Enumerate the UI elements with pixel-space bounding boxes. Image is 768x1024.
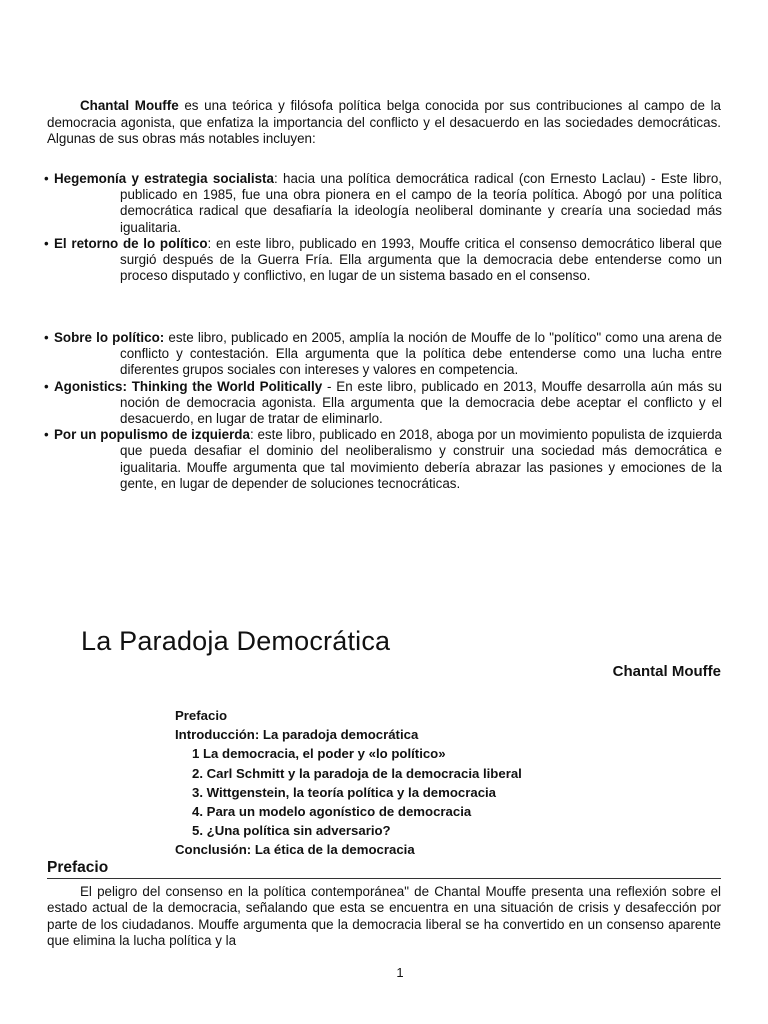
work-description: : este libro, publicado en 2018, aboga por un movimiento populista de izquierda que pueda desafiar el dominio del neoliberalismo y construir una sociedad más democrática e igualitaria. Mouffe argumenta que tal movimiento debería abrazar las pasiones y emociones de la gente, en lugar de depender de soluciones tecnocráticas. — [120, 427, 723, 491]
work-item — [44, 236, 722, 285]
preface-heading: Prefacio — [47, 859, 721, 879]
intro-author-name: Chantal Mouffe — [80, 98, 179, 113]
work-title: El retorno de lo político — [54, 235, 208, 251]
toc-item-chapter-5: 5. ¿Una política sin adversario? — [192, 823, 391, 839]
work-item — [44, 330, 722, 379]
work-title: Agonistics: Thinking the World Politically — [54, 378, 323, 394]
toc-item-chapter-2: 2. Carl Schmitt y la paradoja de la democracia liberal — [192, 765, 522, 781]
intro-paragraph — [47, 98, 721, 148]
toc-item-chapter-1: 1 La democracia, el poder y «lo político» — [192, 746, 446, 762]
work-description: este libro, publicado en 2005, amplía la noción de Mouffe de lo "político" como una arena de conflicto y contestación. Ella argumenta que la política debe entenderse como una lucha entre diferentes grupos sociales con intereses y valores en competencia. — [120, 330, 722, 378]
table-of-contents — [175, 706, 522, 860]
bullet-icon: • — [44, 427, 49, 443]
bullet-icon: • — [44, 378, 49, 394]
work-item — [44, 171, 722, 236]
bullet-icon: • — [44, 171, 49, 186]
page-number: 1 — [396, 965, 404, 980]
bullet-icon: • — [44, 330, 49, 345]
work-title: Hegemonía y estrategia socialista — [54, 171, 274, 186]
intro-text: es una teórica y filósofa política belga conocida por sus contribuciones al campo de la democracia agonista, que enfatiza la importancia del conflicto y el desacuerdo en las sociedades democráticas. Algunas de sus obras más notables incluyen: — [47, 98, 721, 146]
works-list-part-2 — [44, 330, 722, 492]
toc-item-introduccion: Introducción: La paradoja democrática — [175, 727, 419, 743]
work-item — [44, 379, 722, 428]
preface-paragraph: El peligro del consenso en la política contemporánea" de Chantal Mouffe presenta una reflexión sobre el estado actual de la democracia, señalando que esta se encuentra en una situación de crisis y desafección por parte de los ciudadanos. Mouffe argumenta que la democracia liberal se ha convertido en un consenso aparente que elimina la lucha política y la — [47, 884, 721, 948]
works-list-part-1 — [44, 171, 722, 284]
toc-item-prefacio: Prefacio — [175, 708, 228, 723]
document-author: Chantal Mouffe — [612, 663, 721, 680]
toc-item-conclusion: Conclusión: La ética de la democracia — [175, 842, 415, 858]
toc-item-chapter-3: 3. Wittgenstein, la teoría política y la democracia — [192, 784, 497, 800]
work-item — [44, 427, 722, 492]
work-description: : hacia una política democrática radical (con Ernesto Laclau) - Este libro, publicado en 1985, fue una obra pionera en el campo de la teoría política. Abogó por una política democrática radical que desafiaría la ideología neoliberal dominante y crearía una sociedad más igualitaria. — [120, 171, 722, 235]
work-description: - En este libro, publicado en 2013, Mouffe desarrolla aún más su noción de democracia agonista. Ella argumenta que la democracia debe aceptar el conflicto y el desacuerdo, en lugar de tratar de eliminarlo. — [120, 378, 723, 427]
work-description: : en este libro, publicado en 1993, Mouffe critica el consenso democrático liberal que surgió después de la Guerra Fría. Ella argumenta que la democracia debe entenderse como un proceso disputado y conflictivo, en lugar de un sistema basado en el consenso. — [120, 235, 722, 284]
toc-item-chapter-4: 4. Para un modelo agonístico de democracia — [192, 804, 472, 820]
work-title: Por un populismo de izquierda — [54, 427, 250, 443]
work-title: Sobre lo político: — [54, 330, 165, 345]
document-title: La Paradoja Democrática — [81, 626, 391, 656]
bullet-icon: • — [44, 235, 49, 251]
